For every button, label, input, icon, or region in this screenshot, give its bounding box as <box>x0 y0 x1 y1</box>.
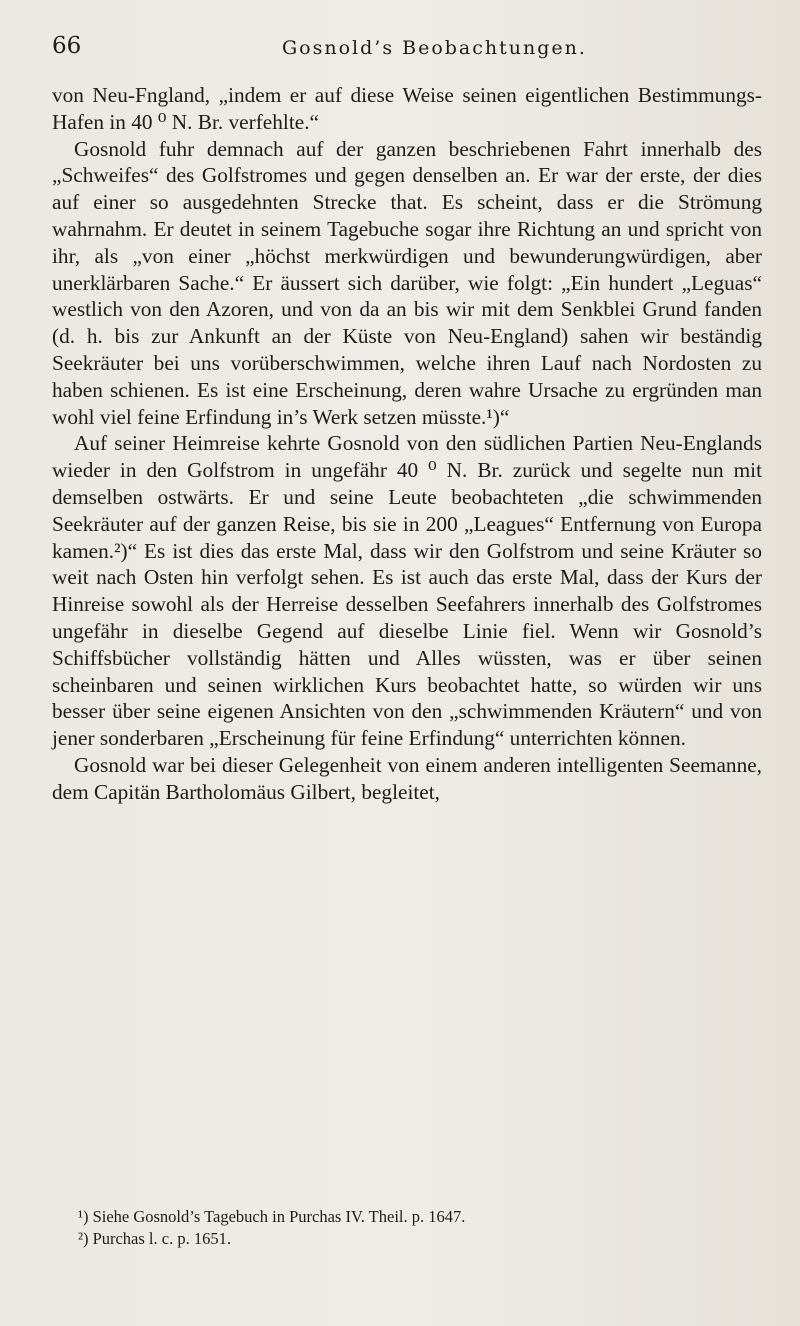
page-header <box>52 30 740 62</box>
paragraph: von Neu-Fngland, „indem er auf diese Weise seinen eigentlichen Bestimmungs-Hafen in 40 ⁰ N. Br. verfehlte.“ <box>52 83 762 134</box>
footnote: ²) Purchas l. c. p. 1651. <box>78 1229 231 1248</box>
body-text <box>52 82 762 806</box>
footnote-divider <box>52 1190 762 1191</box>
footnote: ¹) Siehe Gosnold’s Tagebuch in Purchas IV. Theil. p. 1647. <box>78 1207 466 1226</box>
paragraph: Auf seiner Heimreise kehrte Gosnold von den südlichen Partien Neu-Englands wieder in den Golfstrom in ungefähr 40 ⁰ N. Br. zurück und segelte nun mit demselben ostwärts. Er und seine Leute beobachteten „die schwimmenden Seekräuter auf der ganzen Reise, bis sie in 200 „Leagues“ Entfernung von Europa kamen.²)“ Es ist dies das erste Mal, dass wir den Golfstrom und seine Kräuter so weit nach Osten hin verfolgt sehen. Es ist auch das erste Mal, dass der Kurs der Hinreise sowohl als der Herreise desselben Seefahrers innerhalb des Golfstromes ungefähr in dieselbe Gegend auf dieselbe Linie fiel. Wenn wir Gosnold’s Schiffsbücher vollständig hätten und Alles wüssten, was er über seinen scheinbaren und seinen wirklichen Kurs beobachtet hatte, so würden wir uns besser über seine eigenen Ansichten von den „schwimmenden Kräutern“ und von jener sonderbaren „Erscheinung für feine Erfindung“ unterrichten können. <box>52 431 762 751</box>
footnotes <box>78 1206 758 1250</box>
page-number: 66 <box>52 33 82 59</box>
paragraph: Gosnold war bei dieser Gelegenheit von einem anderen intelligenten Seemanne, dem Capitän Bartholomäus Gilbert, begleitet, <box>52 752 762 804</box>
running-title: Gosnold’s Beobachtungen. <box>282 37 587 59</box>
paragraph: Gosnold fuhr demnach auf der ganzen beschriebenen Fahrt innerhalb des „Schweifes“ des Golfstromes und gegen denselben an. Er war der erste, der dies auf einer so ausgedehnten Strecke that. Es scheint, dass er die Strömung wahrnahm. Er deutet in seinem Tagebuche sogar ihre Richtung an und spricht von ihr, als „von einer „höchst merkwürdigen und bewunderungwürdigen, aber unerklärbaren Sache.“ Er äussert sich darüber, wie folgt: „Ein hundert „Leguas“ westlich von den Azoren, und von da an bis wir mit dem Senkblei Grund fanden (d. h. bis zur Ankunft an der Küste von Neu-England) sahen wir beständig Seekräuter bei uns vorüberschwimmen, welche ihren Lauf nach Nordosten zu haben schienen. Es ist eine Erscheinung, deren wahre Ursache zu ergründen man wohl viel feine Erfindung in’s Werk setzen müsste.¹)“ <box>52 136 762 429</box>
